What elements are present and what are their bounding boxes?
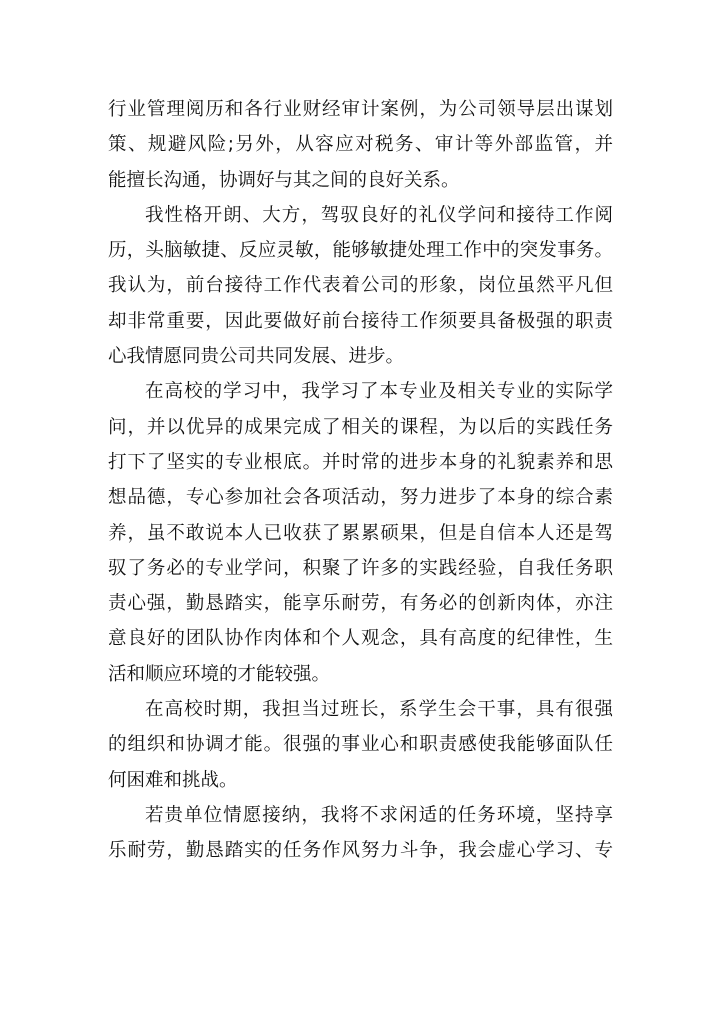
text-line: 历，头脑敏捷、反应灵敏，能够敏捷处理工作中的突发事务。 (108, 240, 613, 262)
text-line: 养，虽不敢说本人已收获了累累硕果，但是自信本人还是驾 (108, 522, 613, 544)
text-line: 若贵单位情愿接纳，我将不求闲适的任务环境，坚持享 (145, 804, 613, 826)
text-line: 活和顺应环境的才能较强。 (108, 663, 331, 685)
text-line: 我性格开朗、大方，驾驭良好的礼仪学问和接待工作阅 (145, 204, 613, 226)
text-line: 却非常重要，因此要做好前台接待工作须要具备极强的职责 (108, 310, 613, 332)
paragraph (108, 692, 613, 798)
text-line: 意良好的团队协作肉体和个人观念，具有高度的纪律性，生 (108, 628, 613, 650)
text-line: 想品德，专心参加社会各项活动，努力进步了本身的综合素 (108, 487, 613, 509)
text-line: 何困难和挑战。 (108, 769, 238, 791)
text-line: 问，并以优异的成果完成了相关的课程，为以后的实践任务 (108, 416, 613, 438)
body-text (108, 92, 613, 869)
text-line: 行业管理阅历和各行业财经审计案例，为公司领导层出谋划 (108, 99, 613, 120)
text-line: 我认为，前台接待工作代表着公司的形象，岗位虽然平凡但 (108, 275, 613, 297)
text-line: 打下了坚实的专业根底。并时常的进步本身的礼貌素养和思 (108, 451, 613, 473)
paragraph (108, 198, 613, 374)
text-line: 策、规避风险;另外，从容应对税务、审计等外部监管，并 (108, 134, 613, 156)
text-line: 能擅长沟通，协调好与其之间的良好关系。 (108, 169, 460, 191)
paragraph (108, 374, 613, 692)
text-line: 的组织和协调才能。很强的事业心和职责感使我能够面队任 (108, 734, 613, 756)
paragraph (108, 92, 613, 198)
text-line: 心我情愿同贵公司共同发展、进步。 (108, 346, 405, 368)
text-line: 在高校的学习中，我学习了本专业及相关专业的实际学 (145, 381, 613, 403)
text-line: 乐耐劳，勤恳踏实的任务作风努力斗争，我会虚心学习、专 (108, 840, 613, 862)
text-line: 驭了务必的专业学问，积聚了许多的实践经验，自我任务职 (108, 557, 613, 579)
text-line: 在高校时期，我担当过班长，系学生会干事，具有很强 (145, 699, 613, 721)
paragraph (108, 798, 613, 869)
text-line: 责心强，勤恳踏实，能享乐耐劳，有务必的创新肉体，亦注 (108, 593, 613, 615)
